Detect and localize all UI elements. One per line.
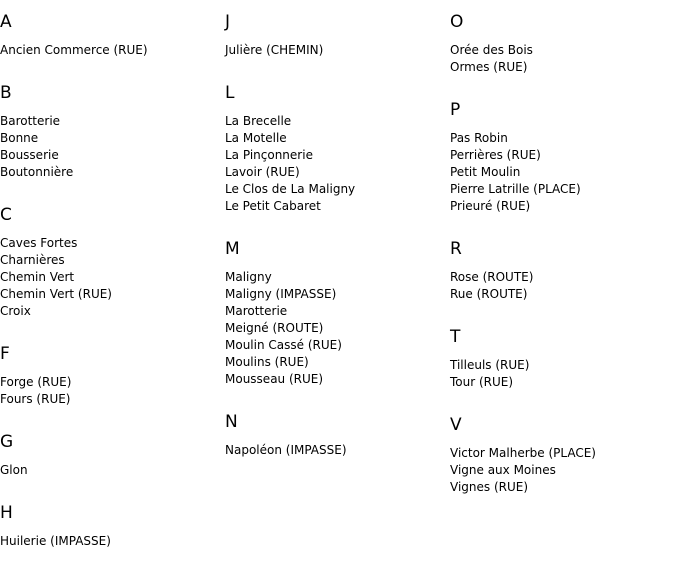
street-item: Croix [0, 304, 31, 318]
street-index-column [450, 0, 670, 508]
letter-heading: V [450, 415, 462, 435]
street-item: Vignes (RUE) [450, 480, 529, 494]
street-item: Bousserie [0, 148, 59, 162]
street-item: La Motelle [225, 131, 287, 145]
street-list [450, 357, 670, 391]
street-item: Caves Fortes [0, 236, 78, 250]
letter-group [0, 432, 220, 491]
street-item: Tour (RUE) [450, 375, 514, 389]
street-item: Chemin Vert (RUE) [0, 287, 112, 301]
street-item: Rose (ROUTE) [450, 270, 534, 284]
letter-heading: T [450, 327, 461, 347]
street-list [450, 445, 670, 496]
letter-heading: G [0, 432, 14, 452]
street-item: La Brecelle [225, 114, 292, 128]
letter-heading: P [450, 100, 461, 120]
street-item: Vigne aux Moines [450, 463, 556, 477]
letter-group [0, 503, 220, 562]
letter-heading: R [450, 239, 462, 259]
letter-group [225, 412, 445, 471]
street-list [450, 269, 670, 303]
letter-group [225, 83, 445, 227]
street-item: Fours (RUE) [0, 392, 71, 406]
letter-group [225, 239, 445, 400]
letter-heading: A [0, 12, 12, 32]
street-item: Maligny [225, 270, 272, 284]
street-item: Mousseau (RUE) [225, 372, 324, 386]
street-item: Julière (CHEMIN) [225, 43, 324, 57]
street-item: Napoléon (IMPASSE) [225, 443, 347, 457]
street-list [225, 42, 445, 59]
street-list [0, 374, 220, 408]
street-list [0, 533, 220, 550]
letter-heading: J [225, 12, 231, 32]
street-item: Marotterie [225, 304, 288, 318]
street-item: Pierre Latrille (PLACE) [450, 182, 581, 196]
street-list [225, 113, 445, 215]
street-index-column [0, 0, 220, 562]
street-item: Le Clos de La Maligny [225, 182, 356, 196]
street-item: Bonne [0, 131, 39, 145]
street-item: Prieuré (RUE) [450, 199, 531, 213]
letter-group [450, 327, 670, 403]
street-item: Tilleuls (RUE) [450, 358, 530, 372]
letter-group [0, 83, 220, 193]
street-item: Meigné (ROUTE) [225, 321, 324, 335]
street-item: Maligny (IMPASSE) [225, 287, 337, 301]
street-item: Moulins (RUE) [225, 355, 309, 369]
street-list [0, 42, 220, 59]
letter-heading: M [225, 239, 240, 259]
letter-group [450, 415, 670, 508]
street-list [0, 462, 220, 479]
street-item: Victor Malherbe (PLACE) [450, 446, 596, 460]
letter-group [225, 12, 445, 71]
street-index-column [225, 0, 445, 471]
letter-heading: O [450, 12, 464, 32]
street-item: Glon [0, 463, 28, 477]
street-item: Orée des Bois [450, 43, 533, 57]
street-item: Rue (ROUTE) [450, 287, 528, 301]
street-list [0, 113, 220, 181]
letter-heading: H [0, 503, 13, 523]
street-item: Lavoir (RUE) [225, 165, 300, 179]
street-item: Moulin Cassé (RUE) [225, 338, 342, 352]
street-item: Pas Robin [450, 131, 508, 145]
street-item: Le Petit Cabaret [225, 199, 321, 213]
letter-heading: N [225, 412, 238, 432]
street-item: Perrières (RUE) [450, 148, 541, 162]
street-item: Ormes (RUE) [450, 60, 528, 74]
letter-group [450, 12, 670, 88]
street-item: Huilerie (IMPASSE) [0, 534, 111, 548]
letter-heading: B [0, 83, 12, 103]
street-item: Forge (RUE) [0, 375, 72, 389]
letter-group [0, 344, 220, 420]
street-item: Ancien Commerce (RUE) [0, 43, 148, 57]
street-item: La Pinçonnerie [225, 148, 313, 162]
street-item: Boutonnière [0, 165, 74, 179]
letter-group [0, 205, 220, 332]
letter-heading: L [225, 83, 235, 103]
letter-heading: C [0, 205, 12, 225]
street-item: Charnières [0, 253, 65, 267]
street-list [225, 442, 445, 459]
letter-group [450, 100, 670, 227]
street-list [450, 42, 670, 76]
letter-heading: F [0, 344, 10, 364]
letter-group [450, 239, 670, 315]
letter-group [0, 12, 220, 71]
street-item: Chemin Vert [0, 270, 75, 284]
street-list [0, 235, 220, 320]
street-list [450, 130, 670, 215]
street-item: Barotterie [0, 114, 61, 128]
street-list [225, 269, 445, 388]
street-item: Petit Moulin [450, 165, 521, 179]
